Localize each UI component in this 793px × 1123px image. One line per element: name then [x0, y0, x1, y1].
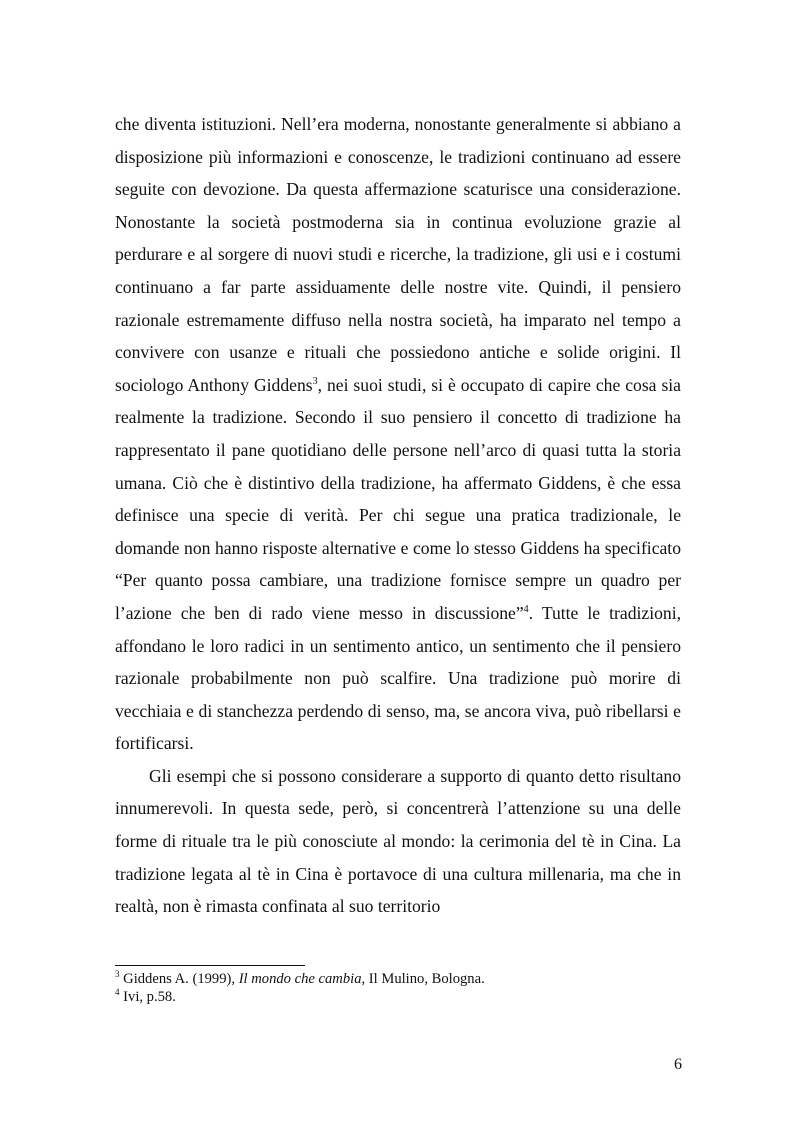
footnote-ref-3[interactable]: 3 [312, 375, 318, 387]
footnote-separator [115, 965, 305, 966]
body-text [115, 108, 681, 923]
paragraph-1-part-3: . Tutte le tradizioni, affondano le loro radici in un sentimento antico, un sentimento che il pensiero razionale probabilmente non può scalfire. Una tradizione può morire di vecchiaia e di stanchezza perdendo di senso, ma, se ancora viva, può ribellarsi e fortificarsi. [115, 602, 681, 754]
footnote-text: Ivi, p.58. [123, 989, 176, 1005]
page-number: 6 [674, 1056, 682, 1073]
footnote-marker: 3 [115, 969, 120, 979]
footnote-3 [115, 970, 681, 988]
paragraph-2: Gli esempi che si possono considerare a supporto di quanto detto risultano innumerevoli. In questa sede, però, si concentrerà l’attenzione su una delle forme di rituale tra le più conosciute al mondo: la cerimonia del tè in Cina. La tradizione legata al tè in Cina è portavoce di una cultura millenaria, ma che in realtà, non è rimasta confinata al suo territorio [115, 765, 681, 917]
paragraph-1-part-1: che diventa istituzioni. Nell’era moderna, nonostante generalmente si abbiano a disposizione più informazioni e conoscenze, le tradizioni continuano ad essere seguite con devozione. Da questa affermazione scaturisce una considerazione. Nonostante la società postmoderna sia in continua evoluzione grazie al perdurare e al sorgere di nuovi studi e ricerche, la tradizione, gli usi e i costumi continuano a far parte assiduamente delle nostre vite. Quindi, il pensiero razionale estremamente diffuso nella nostra società, ha imparato nel tempo a convivere con usanze e rituali che possiedono antiche e solide origini. Il sociologo Anthony Giddens [115, 114, 681, 395]
paragraph-1-part-2: , nei suoi studi, si è occupato di capire che cosa sia realmente la tradizione. Secondo il suo pensiero il concetto di tradizione ha rappresentato il pane quotidiano delle persone nell’arco di quasi tutta la storia umana. Ciò che è distintivo della tradizione, ha affermato Giddens, è che essa definisce una specie di verità. Per chi segue una pratica tradizionale, le domande non hanno risposte alternative e come lo stesso Giddens ha specificato “Per quanto possa cambiare, una tradizione fornisce sempre un quadro per l’azione che ben di rado viene messo in discussione” [115, 374, 681, 623]
footnotes [115, 970, 681, 1006]
footnote-marker: 4 [115, 987, 120, 997]
paragraph-1 [115, 108, 681, 760]
footnote-4 [115, 988, 681, 1006]
footnote-text: Giddens A. (1999), [123, 971, 239, 987]
footnote-ref-4[interactable]: 4 [523, 603, 529, 615]
footnote-book-title: Il mondo che cambia [238, 971, 362, 987]
footnote-text-end: , Il Mulino, Bologna. [361, 971, 485, 987]
